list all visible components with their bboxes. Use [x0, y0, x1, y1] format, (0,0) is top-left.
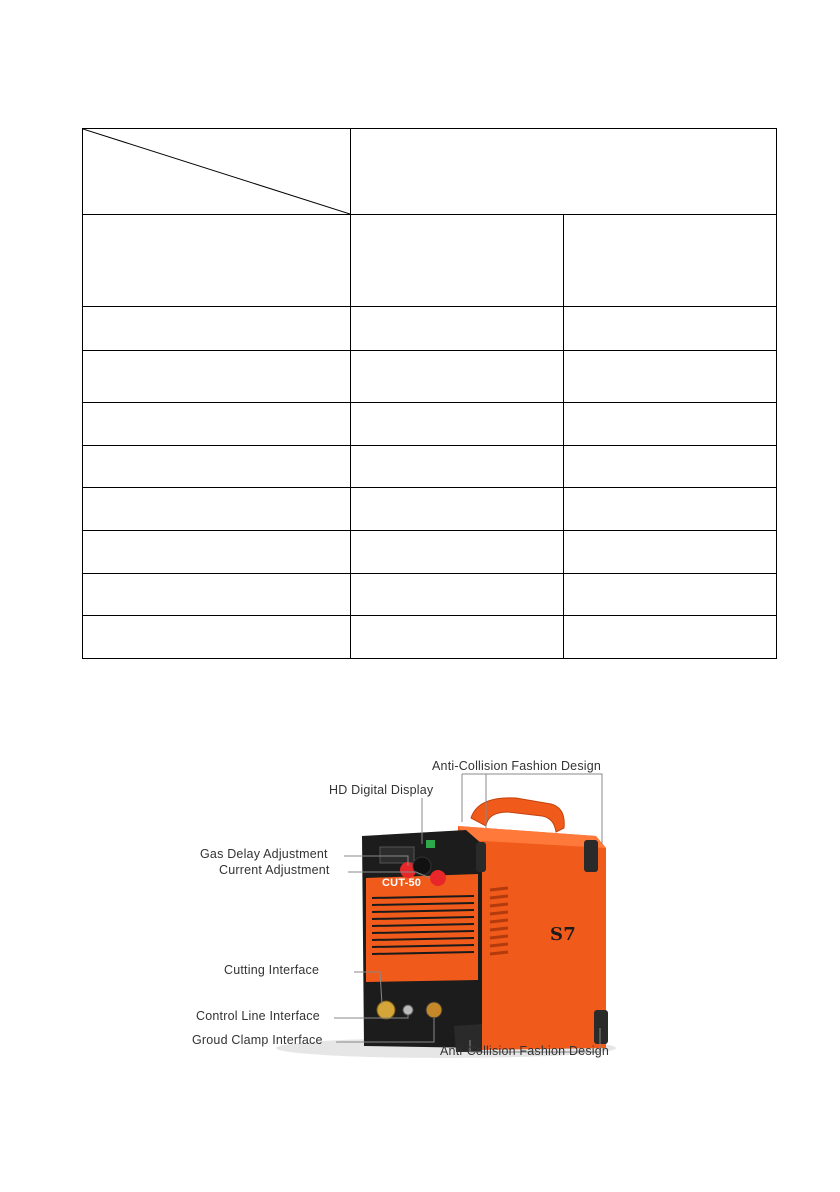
table-cell [351, 446, 564, 488]
table-cell [564, 574, 777, 616]
table-row [83, 616, 777, 659]
table-row [83, 307, 777, 351]
table-cell [351, 616, 564, 659]
table-row [83, 574, 777, 616]
table-cell [83, 531, 351, 574]
table-row [83, 531, 777, 574]
callout-hd-display: HD Digital Display [329, 783, 434, 797]
table-cell [351, 531, 564, 574]
table-cell [564, 351, 777, 403]
table-cell [351, 488, 564, 531]
table-cell [564, 488, 777, 531]
table-cell [83, 574, 351, 616]
callout-cutting-interface: Cutting Interface [224, 963, 320, 977]
table-cell [564, 446, 777, 488]
table-cell [564, 531, 777, 574]
table-span-header [351, 129, 777, 215]
table-header-row [83, 129, 777, 215]
table-cell [83, 351, 351, 403]
callout-control-line: Control Line Interface [196, 1009, 320, 1023]
table-cell [351, 351, 564, 403]
table-subheader-row [83, 215, 777, 307]
table-row [83, 351, 777, 403]
table-cell [564, 403, 777, 446]
table-cell [351, 307, 564, 351]
table-cell [83, 488, 351, 531]
callout-ground-clamp: Groud Clamp Interface [192, 1033, 323, 1047]
callout-anti-collision-bottom: Anti-Collision Fashion Design [440, 1044, 610, 1058]
table-cell [564, 616, 777, 659]
diagonal-line [83, 129, 350, 214]
table-cell [83, 446, 351, 488]
callout-current-adjustment: Current Adjustment [219, 863, 330, 877]
table-cell [564, 307, 777, 351]
table-cell [83, 307, 351, 351]
table-cell [351, 403, 564, 446]
table-cell [83, 616, 351, 659]
model-label: CUT-50 [382, 877, 422, 889]
product-figure [186, 748, 656, 1068]
callout-anti-collision-top: Anti-Collision Fashion Design [432, 759, 602, 773]
table-corner-cell [83, 129, 351, 215]
table-row [83, 488, 777, 531]
brand-logo: S7 [550, 924, 576, 945]
table-cell [83, 215, 351, 307]
table-cell [564, 215, 777, 307]
table-row [83, 446, 777, 488]
callout-gas-delay: Gas Delay Adjustment [200, 847, 328, 861]
table-row [83, 403, 777, 446]
table-cell [351, 215, 564, 307]
table-cell [83, 403, 351, 446]
spec-table [82, 128, 777, 659]
table-cell [351, 574, 564, 616]
